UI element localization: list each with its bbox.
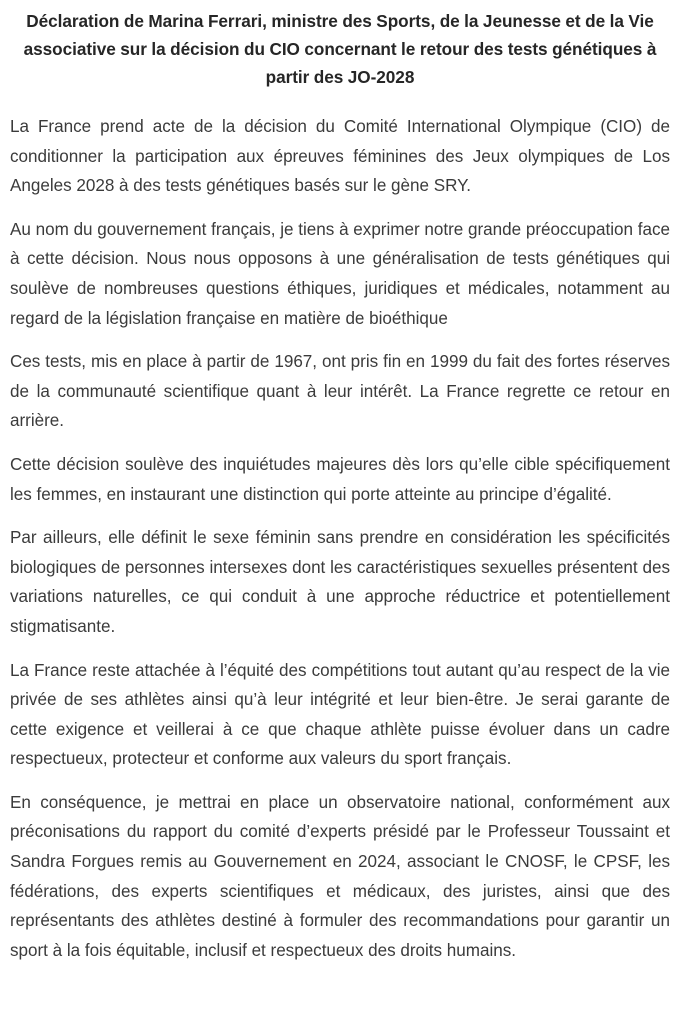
- paragraph: Cette décision soulève des inquiétudes majeures dès lors qu’elle cible spécifiquement les femmes, en instaurant une distinction qui porte atteinte au principe d’égalité.: [10, 454, 670, 504]
- document-body: [10, 112, 670, 965]
- paragraph: Par ailleurs, elle définit le sexe féminin sans prendre en considération les spécificités biologiques de personnes intersexes dont les caractéristiques sexuelles présentent des variations naturelles, ce qui conduit à une approche réductrice et potentiellement stigmatisante.: [10, 528, 670, 636]
- paragraph: Au nom du gouvernement français, je tiens à exprimer notre grande préoccupation face à cette décision. Nous nous opposons à une généralisation de tests génétiques qui soulève de nombreuses questions éthiques, juridiques et médicales, notamment au regard de la législation française en matière de bioéthique: [10, 219, 670, 328]
- paragraph: La France prend acte de la décision du Comité International Olympique (CIO) de conditionner la participation aux épreuves féminines des Jeux olympiques de Los Angeles 2028 à des tests génétiques basés sur le gène SRY.: [10, 117, 670, 196]
- paragraph: Ces tests, mis en place à partir de 1967, ont pris fin en 1999 du fait des fortes réserves de la communauté scientifique quant à leur intérêt. La France regrette ce retour en arrière.: [10, 352, 670, 431]
- paragraph: En conséquence, je mettrai en place un observatoire national, conformément aux préconisations du rapport du comité d’experts présidé par le Professeur Toussaint et Sandra Forgues remis au Gouvernement en 2024, associant le CNOSF, le CPSF, les fédérations, des experts scientifiques et médicaux, des juristes, ainsi que des représentants des athlètes destiné à formuler des recommandations pour garantir un sport à la fois équitable, inclusif et respectueux des droits humains.: [10, 792, 670, 960]
- paragraph: La France reste attachée à l’équité des compétitions tout autant qu’au respect de la vie privée de ses athlètes ainsi qu’à leur intégrité et leur bien-être. Je serai garante de cette exigence et veillerai à ce que chaque athlète puisse évoluer dans un cadre respectueux, protecteur et conforme aux valeurs du sport français.: [10, 660, 670, 769]
- page-title: Déclaration de Marina Ferrari, ministre des Sports, de la Jeunesse et de la Vie associative sur la décision du CIO concernant le retour des tests génétiques à partir des JO-2028: [23, 11, 657, 87]
